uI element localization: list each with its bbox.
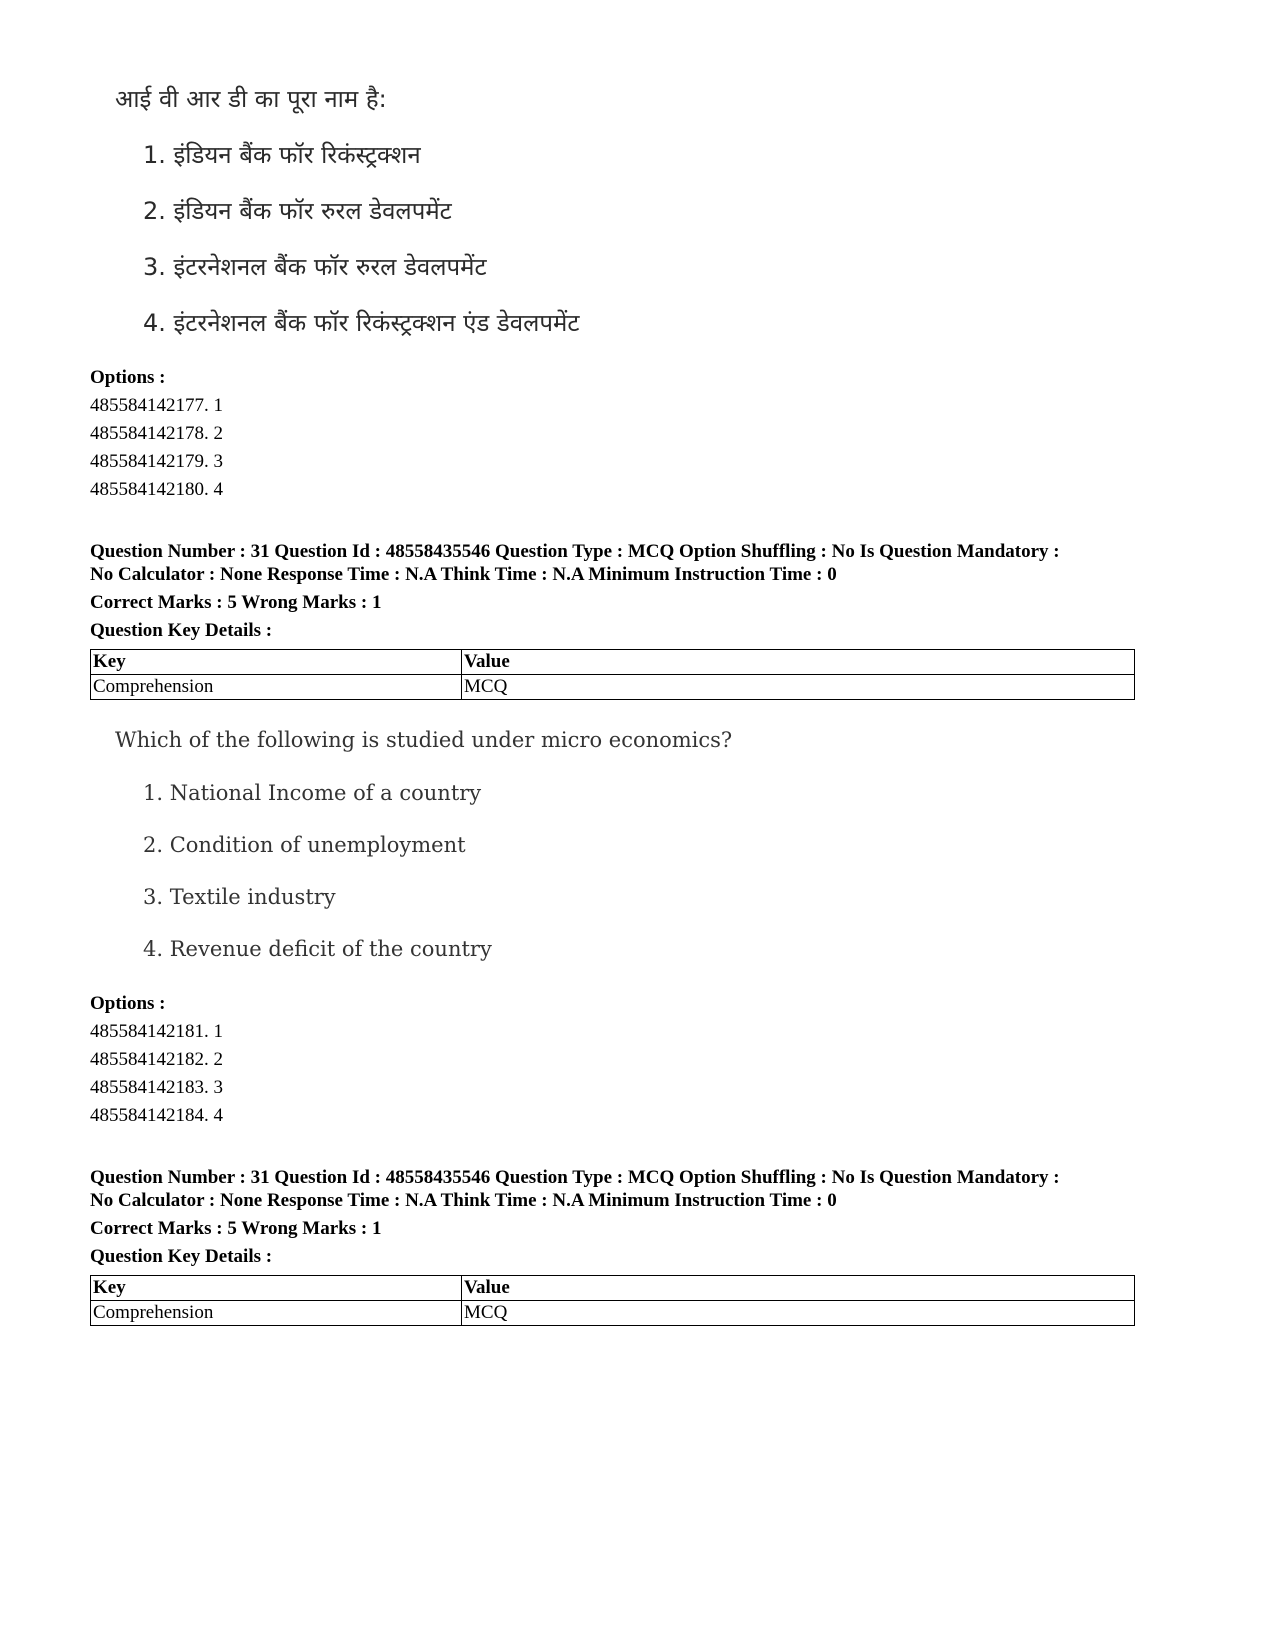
question-option: 3. Textile industry — [143, 885, 336, 909]
options-block — [90, 364, 223, 504]
option-id: 485584142182. 2 — [90, 1049, 223, 1070]
question-option: 2. Condition of unemployment — [143, 833, 466, 857]
table-header-row — [91, 1276, 1135, 1301]
option-id: 485584142184. 4 — [90, 1105, 223, 1126]
option-id: 485584142180. 4 — [90, 479, 223, 500]
options-heading: Options : — [90, 367, 166, 388]
table-cell-value: MCQ — [462, 1301, 1135, 1326]
question-option: 4. Revenue deficit of the country — [143, 937, 492, 961]
options-block — [90, 990, 223, 1130]
question-marks: Correct Marks : 5 Wrong Marks : 1 — [90, 592, 382, 613]
table-cell-key: Comprehension — [91, 1301, 462, 1326]
option-id: 485584142178. 2 — [90, 423, 223, 444]
question-stem: Which of the following is studied under micro economics? — [115, 728, 733, 752]
table-row — [91, 675, 1135, 700]
table-cell-value: MCQ — [462, 675, 1135, 700]
question-key-details-label: Question Key Details : — [90, 620, 273, 641]
question-key-table — [90, 649, 1135, 700]
table-row — [91, 1301, 1135, 1326]
options-heading: Options : — [90, 993, 166, 1014]
question-stem: आई वी आर डी का पूरा नाम है: — [115, 85, 387, 113]
table-header-key: Key — [91, 1276, 462, 1301]
question-marks: Correct Marks : 5 Wrong Marks : 1 — [90, 1218, 382, 1239]
question-option: 1. National Income of a country — [143, 781, 482, 805]
option-id: 485584142177. 1 — [90, 395, 223, 416]
question-key-details-label: Question Key Details : — [90, 1246, 273, 1267]
question-option: 2. इंडियन बैंक फॉर रुरल डेवलपमेंट — [143, 197, 452, 225]
question-option: 3. इंटरनेशनल बैंक फॉर रुरल डेवलपमेंट — [143, 253, 487, 281]
table-header-key: Key — [91, 650, 462, 675]
table-header-value: Value — [462, 650, 1135, 675]
question-meta-line-2: No Calculator : None Response Time : N.A Think Time : N.A Minimum Instruction Time : 0 — [90, 564, 837, 585]
question-option: 1. इंडियन बैंक फॉर रिकंस्ट्रक्शन — [143, 141, 421, 169]
table-header-value: Value — [462, 1276, 1135, 1301]
table-cell-key: Comprehension — [91, 675, 462, 700]
option-id: 485584142181. 1 — [90, 1021, 223, 1042]
table-header-row — [91, 650, 1135, 675]
option-id: 485584142179. 3 — [90, 451, 223, 472]
question-key-table — [90, 1275, 1135, 1326]
question-meta-line-2: No Calculator : None Response Time : N.A Think Time : N.A Minimum Instruction Time : 0 — [90, 1190, 837, 1211]
question-option: 4. इंटरनेशनल बैंक फॉर रिकंस्ट्रक्शन एंड डेवलपमेंट — [143, 309, 580, 337]
option-id: 485584142183. 3 — [90, 1077, 223, 1098]
question-meta-line-1: Question Number : 31 Question Id : 48558435546 Question Type : MCQ Option Shuffling : No Is Question Mandatory : — [90, 1167, 1060, 1188]
question-meta-line-1: Question Number : 31 Question Id : 48558435546 Question Type : MCQ Option Shuffling : No Is Question Mandatory : — [90, 541, 1060, 562]
